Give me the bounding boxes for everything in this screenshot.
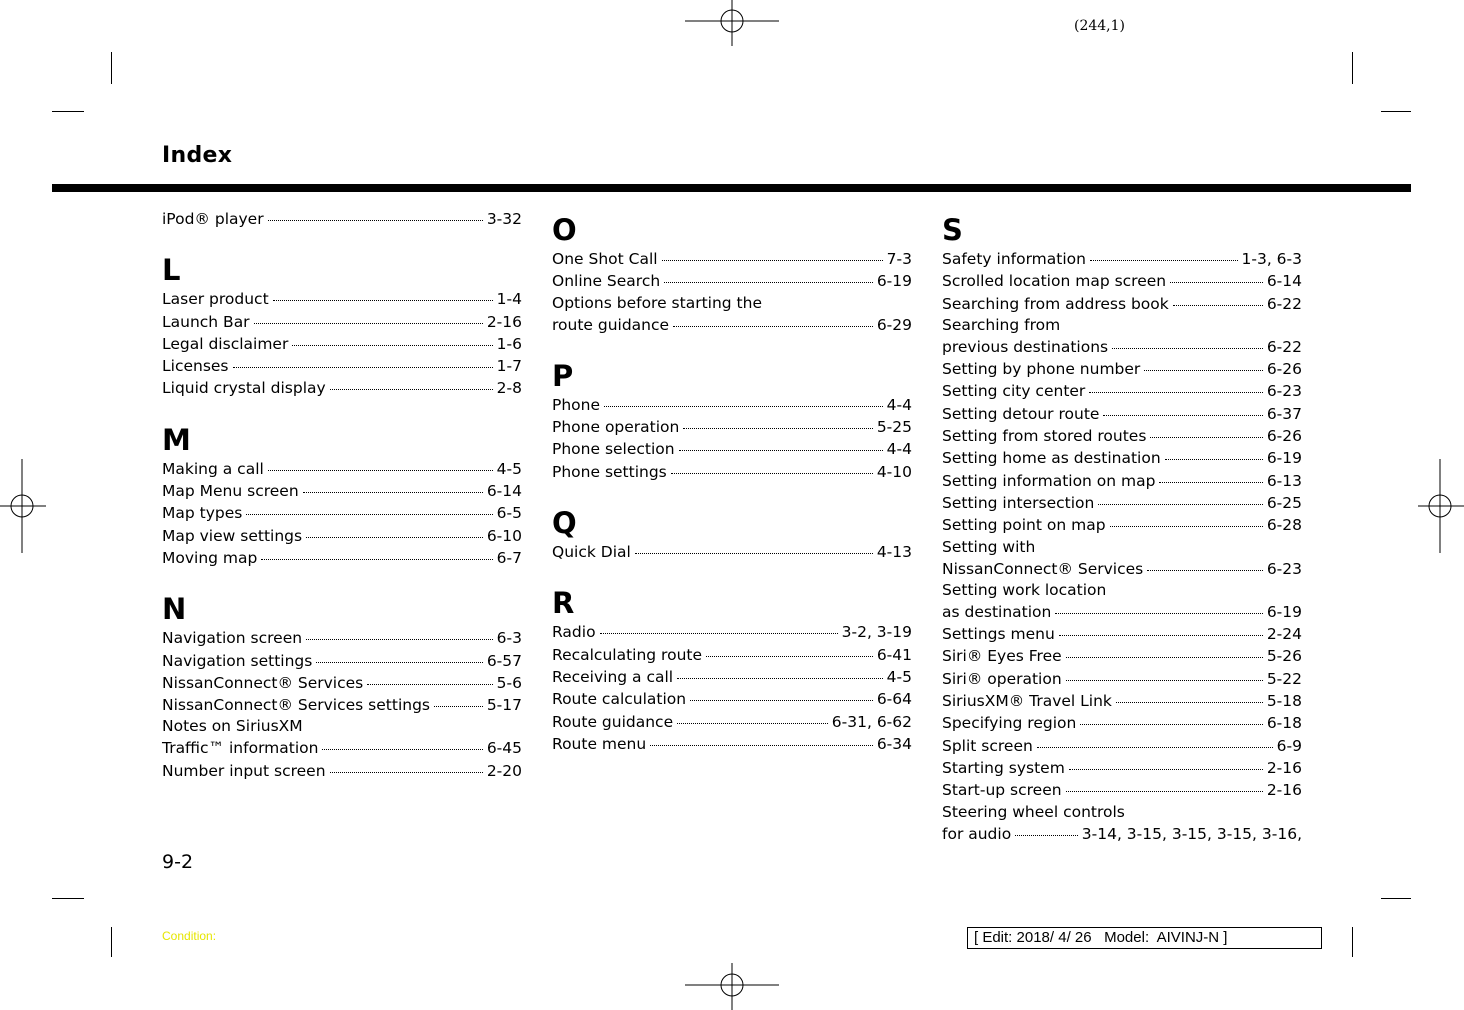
entry-term: Navigation screen [162,629,303,648]
dot-leader [306,537,483,538]
dot-leader [1103,415,1262,416]
index-entry [552,461,912,483]
entry-page-ref: 6-9 [1276,736,1302,755]
dot-leader [316,662,482,663]
index-entry-first-line: Options before starting the [552,293,762,312]
index-entry [942,558,1302,580]
entry-term: Setting intersection [942,493,1095,512]
entry-page-ref: 6-28 [1266,516,1302,535]
entry-term: Map types [162,504,243,523]
dot-leader [677,723,828,724]
dot-leader [1147,570,1263,571]
index-entry [942,425,1302,447]
index-entry [162,355,522,377]
index-entry [942,293,1302,315]
index-entry [942,358,1302,380]
index-entry-first-line: Steering wheel controls [942,802,1125,821]
dot-leader [268,470,493,471]
index-entry [162,502,522,524]
dot-leader [306,639,493,640]
entry-term: Traffic™ information [162,739,319,758]
index-entry [162,760,522,782]
entry-term: for audio [942,824,1012,843]
entry-term: Setting city center [942,382,1086,401]
index-entry [552,314,912,336]
registration-mark-bottom [685,963,779,1010]
entry-page-ref: 4-4 [886,440,912,459]
crop-mark [111,52,112,84]
index-entry [942,601,1302,623]
index-group [552,213,912,336]
index-entry [942,823,1302,845]
entry-term: Receiving a call [552,667,674,686]
entry-page-ref: 6-23 [1266,559,1302,578]
entry-term: Recalculating route [552,645,703,664]
entry-page-ref: 1-3, 6-3 [1241,250,1302,268]
dot-leader [690,700,873,701]
dot-leader [1055,613,1262,614]
entry-term: Navigation settings [162,651,313,670]
index-entry [552,688,912,710]
entry-page-ref: 6-41 [876,645,912,664]
crop-mark [1381,898,1411,899]
entry-page-ref: 1-6 [496,334,522,353]
dot-leader [604,406,883,407]
index-group [552,506,912,563]
index-column-2 [552,208,912,755]
entry-term: Setting by phone number [942,360,1141,379]
dot-leader [671,473,873,474]
entry-page-ref: 1-7 [496,357,522,376]
crop-mark [1381,111,1411,112]
entry-term: Settings menu [942,625,1055,644]
entry-term: Setting detour route [942,404,1100,423]
index-group [162,208,522,230]
entry-page-ref: 2-16 [486,312,522,331]
dot-leader [330,772,483,773]
index-entry [552,666,912,688]
registration-mark-right [1418,459,1464,553]
dot-leader [1090,260,1238,261]
entry-page-ref: 6-64 [876,690,912,709]
index-entry [942,514,1302,536]
index-entry [942,470,1302,492]
entry-term: Online Search [552,272,661,291]
entry-term: Map Menu screen [162,482,299,501]
entry-term: Map view settings [162,526,303,545]
index-entry [942,645,1302,667]
entry-page-ref: 6-26 [1266,360,1302,379]
dot-leader [292,345,492,346]
dot-leader [706,656,873,657]
entry-page-ref: 6-7 [496,548,522,567]
index-entry [552,733,912,755]
index-entry [942,336,1302,358]
index-entry-first-line: Setting with [942,537,1036,556]
entry-page-ref: 4-5 [886,667,912,686]
section-letter: M [162,422,191,457]
index-column-1 [162,208,522,782]
header-rule [52,184,1411,192]
entry-page-ref: 4-13 [876,543,912,562]
page-code: (244,1) [1074,18,1126,34]
index-entry [552,248,912,270]
dot-leader [1015,835,1078,836]
dot-leader [673,326,873,327]
entry-page-ref: 6-22 [1266,294,1302,313]
dot-leader [1150,437,1262,438]
index-entry [162,627,522,649]
entry-term: Moving map [162,548,258,567]
dot-leader [1098,504,1262,505]
entry-page-ref: 2-16 [1266,781,1302,800]
entry-page-ref: 6-23 [1266,382,1302,401]
entry-page-ref: 7-3 [886,250,912,268]
registration-mark-top [685,0,779,46]
dot-leader [233,367,493,368]
dot-leader [1069,769,1263,770]
index-entry [942,757,1302,779]
index-entry [552,711,912,733]
index-entry [552,438,912,460]
entry-term: NissanConnect® Services [942,559,1144,578]
crop-mark [1352,927,1353,957]
dot-leader [261,559,492,560]
dot-leader [1159,482,1262,483]
index-entry [162,547,522,569]
index-entry [942,690,1302,712]
entry-page-ref: 6-18 [1266,714,1302,733]
index-entry [942,403,1302,425]
index-entry [942,735,1302,757]
entry-term: Number input screen [162,761,326,780]
entry-page-ref: 5-18 [1266,692,1302,711]
entry-page-ref: 1-4 [496,290,522,309]
dot-leader [1116,702,1263,703]
entry-term: Siri® operation [942,669,1062,688]
dot-leader [1110,526,1263,527]
section-letter: P [552,358,574,393]
dot-leader [1066,791,1263,792]
dot-leader [1112,348,1263,349]
entry-page-ref: 6-14 [486,482,522,501]
entry-term: Licenses [162,357,229,376]
entry-page-ref: 6-25 [1266,493,1302,512]
entry-term: Setting from stored routes [942,427,1147,446]
index-entry [552,644,912,666]
index-entry [552,270,912,292]
entry-page-ref: 5-22 [1266,669,1302,688]
section-letter: O [552,213,577,247]
index-entry [942,447,1302,469]
section-letter: N [162,592,187,627]
index-entry [942,492,1302,514]
entry-page-ref: 2-16 [1266,758,1302,777]
dot-leader [1080,724,1262,725]
index-group [162,592,522,782]
crop-mark [52,898,84,899]
index-entry [552,394,912,416]
index-entry [162,694,522,716]
index-entry [162,208,522,230]
dot-leader [273,300,493,301]
entry-term: Start-up screen [942,781,1062,800]
condition-label: Condition: [162,929,217,943]
dot-leader [434,706,483,707]
index-column-3 [942,208,1302,845]
entry-term: Starting system [942,758,1065,777]
index-entry [162,650,522,672]
entry-page-ref: 2-20 [486,761,522,780]
entry-page-ref: 4-5 [496,459,522,478]
index-entry [162,480,522,502]
entry-term: Searching from address book [942,294,1169,313]
dot-leader [1066,657,1263,658]
dot-leader [1170,282,1263,283]
entry-term: Liquid crystal display [162,379,326,398]
entry-term: Making a call [162,459,264,478]
dot-leader [303,492,483,493]
entry-term: Radio [552,623,596,642]
dot-leader [330,389,493,390]
entry-term: SiriusXM® Travel Link [942,692,1112,711]
index-group [162,422,522,569]
page-number: 9-2 [162,851,194,873]
index-entry [162,672,522,694]
entry-page-ref: 5-25 [876,418,912,437]
entry-term: Phone settings [552,462,667,481]
dot-leader [664,282,873,283]
index-entry [942,779,1302,801]
index-entry [162,737,522,759]
index-entry [942,270,1302,292]
entry-term: Route guidance [552,712,674,731]
entry-page-ref: 6-31, 6-62 [831,712,912,731]
index-entry-first-line: Notes on SiriusXM [162,717,303,736]
crop-mark [1352,52,1353,84]
index-entry [162,288,522,310]
entry-page-ref: 6-19 [1266,602,1302,621]
dot-leader [1173,305,1263,306]
dot-leader [1089,392,1263,393]
dot-leader [1066,680,1263,681]
entry-page-ref: 5-26 [1266,647,1302,666]
entry-term: previous destinations [942,337,1109,356]
dot-leader [1165,459,1263,460]
dot-leader [367,684,492,685]
entry-page-ref: 6-13 [1266,471,1302,490]
dot-leader [1037,747,1273,748]
index-group [162,253,522,399]
index-entry [942,380,1302,402]
index-entry [942,623,1302,645]
dot-leader [254,323,483,324]
index-entry [162,333,522,355]
entry-term: NissanConnect® Services settings [162,696,430,715]
entry-term: Route menu [552,734,647,753]
index-entry [162,311,522,333]
entry-page-ref: 6-37 [1266,404,1302,423]
entry-term: Split screen [942,736,1033,755]
entry-page-ref: 6-29 [876,315,912,334]
index-entry [552,621,912,643]
entry-page-ref: 6-45 [486,739,522,758]
edit-info-box: [ Edit: 2018/ 4/ 26 Model: AIVINJ-N ] [967,927,1322,949]
crop-mark [111,927,112,957]
entry-term: Route calculation [552,690,687,709]
index-entry [552,416,912,438]
entry-page-ref: 2-24 [1266,625,1302,644]
dot-leader [600,633,838,634]
entry-page-ref: 5-17 [486,696,522,715]
entry-page-ref: 6-34 [876,734,912,753]
index-entry [552,541,912,563]
dot-leader [635,553,873,554]
dot-leader [1059,635,1263,636]
entry-page-ref: 6-5 [496,504,522,523]
entry-page-ref: 6-19 [1266,449,1302,468]
registration-mark-left [0,459,46,553]
entry-term: Safety information [942,250,1086,268]
entry-term: NissanConnect® Services [162,673,364,692]
entry-term: Siri® Eyes Free [942,647,1062,666]
dot-leader [268,220,483,221]
index-entry-first-line: Searching from [942,315,1061,334]
index-group [552,358,912,483]
entry-page-ref: 4-10 [876,462,912,481]
entry-page-ref: 4-4 [886,395,912,414]
entry-page-ref: 6-57 [486,651,522,670]
dot-leader [1144,370,1263,371]
entry-page-ref: 3-32 [486,210,522,228]
dot-leader [662,260,883,261]
entry-term: Scrolled location map screen [942,272,1167,291]
entry-term: Phone [552,395,601,414]
index-group [942,213,1302,845]
entry-page-ref: 2-8 [496,379,522,398]
section-letter: L [162,253,181,288]
entry-term: Setting information on map [942,471,1156,490]
entry-term: as destination [942,602,1052,621]
entry-term: One Shot Call [552,250,658,268]
index-entry [162,525,522,547]
index-entry [942,712,1302,734]
entry-page-ref: 3-14, 3-15, 3-15, 3-15, 3-16, [1081,824,1302,843]
dot-leader [322,749,482,750]
index-entry [162,458,522,480]
entry-term: Phone selection [552,440,675,459]
dot-leader [677,678,883,679]
dot-leader [246,514,492,515]
entry-page-ref: 3-2, 3-19 [841,623,912,642]
entry-page-ref: 6-3 [496,629,522,648]
dot-leader [679,450,883,451]
dot-leader [683,428,872,429]
entry-term: Setting home as destination [942,449,1161,468]
index-entry [162,377,522,399]
entry-page-ref: 5-6 [496,673,522,692]
entry-term: Phone operation [552,418,680,437]
dot-leader [650,745,873,746]
entry-term: Launch Bar [162,312,250,331]
entry-term: iPod® player [162,210,264,228]
entry-term: route guidance [552,315,670,334]
entry-term: Specifying region [942,714,1077,733]
index-entry [942,668,1302,690]
entry-term: Legal disclaimer [162,334,289,353]
entry-page-ref: 6-10 [486,526,522,545]
index-entry [942,248,1302,270]
entry-term: Setting point on map [942,516,1106,535]
index-group [552,586,912,755]
section-letter: S [942,213,963,247]
index-entry-first-line: Setting work location [942,580,1107,599]
crop-mark [52,111,84,112]
entry-page-ref: 6-14 [1266,272,1302,291]
entry-page-ref: 6-26 [1266,427,1302,446]
section-letter: R [552,586,575,621]
entry-term: Quick Dial [552,543,631,562]
entry-page-ref: 6-22 [1266,337,1302,356]
entry-page-ref: 6-19 [876,272,912,291]
section-letter: Q [552,506,577,541]
page-title: Index [162,143,233,168]
entry-term: Laser product [162,290,269,309]
